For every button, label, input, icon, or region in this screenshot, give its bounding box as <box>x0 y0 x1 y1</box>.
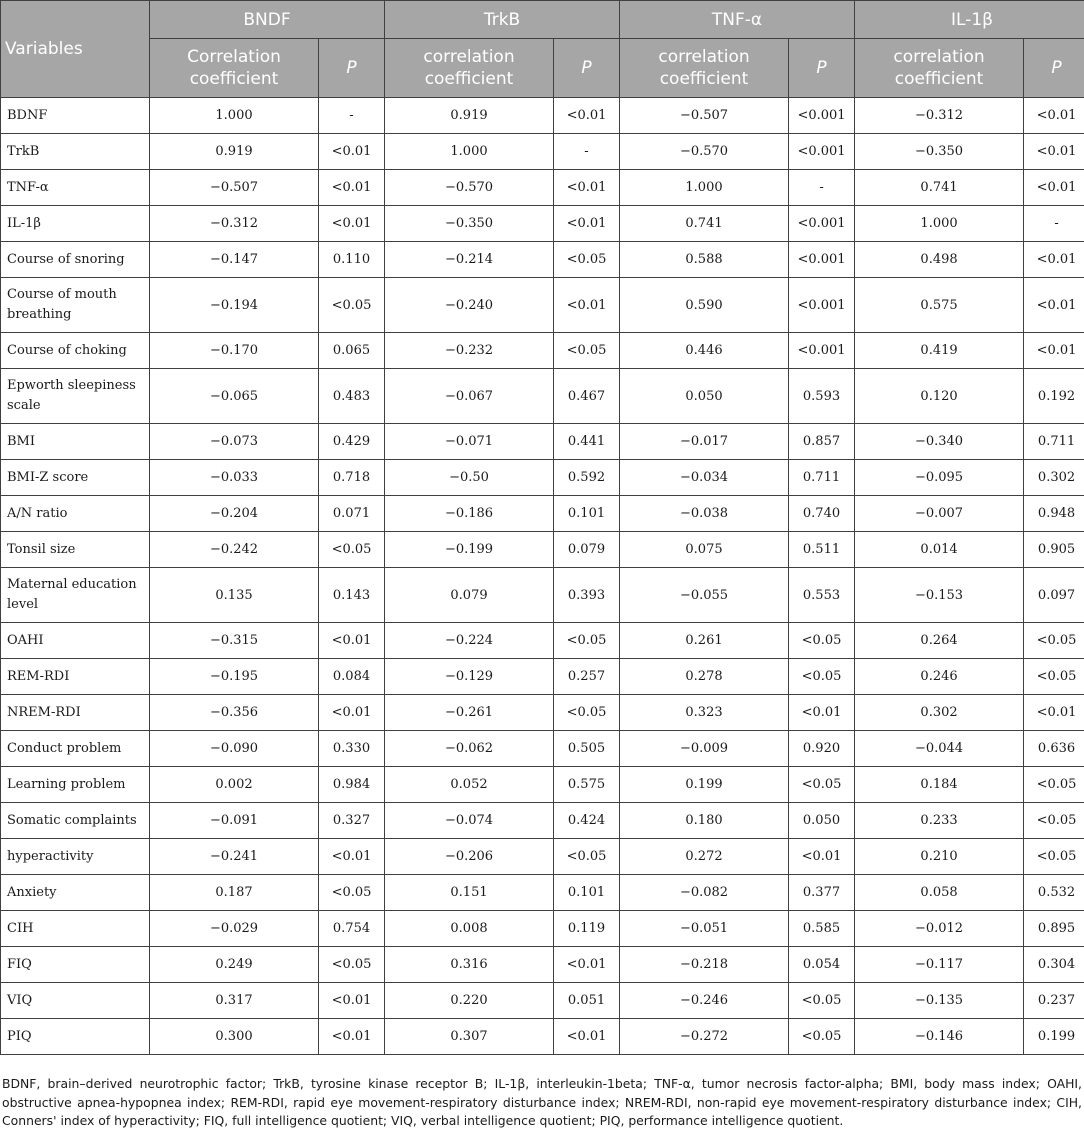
row-label: TrkB <box>1 134 150 170</box>
coefficient-cell: 0.135 <box>150 568 319 623</box>
p-value-cell: <0.01 <box>319 206 385 242</box>
row-label: TNF-α <box>1 170 150 206</box>
p-value-cell: 0.511 <box>789 532 855 568</box>
p-value-cell: 0.575 <box>554 767 620 803</box>
coefficient-cell: −0.074 <box>385 803 554 839</box>
coefficient-cell: 0.575 <box>855 278 1024 333</box>
coefficient-cell: −0.082 <box>620 875 789 911</box>
coefficient-cell: 0.008 <box>385 911 554 947</box>
p-value-cell: 0.393 <box>554 568 620 623</box>
coefficient-cell: −0.232 <box>385 333 554 369</box>
coefficient-cell: 1.000 <box>855 206 1024 242</box>
p-value-cell: <0.01 <box>1024 695 1084 731</box>
coefficient-cell: −0.065 <box>150 369 319 424</box>
p-value-cell: <0.01 <box>554 1019 620 1055</box>
p-value-cell: <0.001 <box>789 333 855 369</box>
p-value-cell: 0.143 <box>319 568 385 623</box>
p-value-cell: <0.001 <box>789 206 855 242</box>
row-label: hyperactivity <box>1 839 150 875</box>
coefficient-cell: 0.246 <box>855 659 1024 695</box>
coefficient-cell: −0.033 <box>150 460 319 496</box>
table-row <box>1 170 1084 206</box>
p-value-cell: 0.754 <box>319 911 385 947</box>
table-row <box>1 333 1084 369</box>
coefficient-cell: 0.220 <box>385 983 554 1019</box>
p-value-cell: <0.05 <box>1024 839 1084 875</box>
p-value-cell: 0.304 <box>1024 947 1084 983</box>
row-label: VIQ <box>1 983 150 1019</box>
p-value-cell: 0.592 <box>554 460 620 496</box>
coefficient-cell: −0.272 <box>620 1019 789 1055</box>
p-value-cell: 0.101 <box>554 496 620 532</box>
coefficient-cell: −0.261 <box>385 695 554 731</box>
coefficient-cell: −0.350 <box>855 134 1024 170</box>
table-row <box>1 496 1084 532</box>
coefficient-cell: −0.090 <box>150 731 319 767</box>
table-row <box>1 242 1084 278</box>
p-value-cell: <0.01 <box>1024 134 1084 170</box>
p-value-cell: - <box>554 134 620 170</box>
coefficient-cell: 0.075 <box>620 532 789 568</box>
coefficient-cell: 0.307 <box>385 1019 554 1055</box>
coefficient-cell: −0.073 <box>150 424 319 460</box>
coefficient-cell: 0.588 <box>620 242 789 278</box>
p-value-cell: <0.05 <box>1024 623 1084 659</box>
p-value-cell: <0.05 <box>789 623 855 659</box>
table-row <box>1 623 1084 659</box>
table-row <box>1 767 1084 803</box>
row-label: REM-RDI <box>1 659 150 695</box>
p-value-cell: 0.119 <box>554 911 620 947</box>
coefficient-cell: −0.218 <box>620 947 789 983</box>
table-row <box>1 731 1084 767</box>
coefficient-cell: 0.210 <box>855 839 1024 875</box>
coefficient-cell: −0.195 <box>150 659 319 695</box>
p-value-cell: - <box>789 170 855 206</box>
coefficient-cell: −0.051 <box>620 911 789 947</box>
p-value-cell: <0.01 <box>789 839 855 875</box>
p-value-cell: <0.01 <box>789 695 855 731</box>
p-value-cell: <0.01 <box>319 983 385 1019</box>
coefficient-cell: −0.067 <box>385 369 554 424</box>
row-label: IL-1β <box>1 206 150 242</box>
coefficient-cell: −0.507 <box>150 170 319 206</box>
coefficient-cell: −0.356 <box>150 695 319 731</box>
coefficient-cell: 1.000 <box>620 170 789 206</box>
coefficient-cell: −0.007 <box>855 496 1024 532</box>
coefficient-cell: −0.242 <box>150 532 319 568</box>
coefficient-cell: −0.170 <box>150 333 319 369</box>
p-value-cell: <0.001 <box>789 278 855 333</box>
coefficient-cell: −0.062 <box>385 731 554 767</box>
coef-header: Correlation coefficient <box>150 39 319 98</box>
p-value-cell: 0.585 <box>789 911 855 947</box>
row-label: Course of mouth breathing <box>1 278 150 333</box>
coefficient-cell: 0.919 <box>385 98 554 134</box>
p-value-cell: <0.05 <box>1024 659 1084 695</box>
p-value-cell: 0.441 <box>554 424 620 460</box>
p-value-cell: 0.636 <box>1024 731 1084 767</box>
coefficient-cell: 0.272 <box>620 839 789 875</box>
p-value-cell: 0.079 <box>554 532 620 568</box>
coefficient-cell: −0.095 <box>855 460 1024 496</box>
coefficient-cell: 0.249 <box>150 947 319 983</box>
coefficient-cell: −0.194 <box>150 278 319 333</box>
coefficient-cell: −0.315 <box>150 623 319 659</box>
p-value-cell: 0.071 <box>319 496 385 532</box>
p-value-cell: 0.110 <box>319 242 385 278</box>
row-label: Learning problem <box>1 767 150 803</box>
p-value-cell: 0.097 <box>1024 568 1084 623</box>
coefficient-cell: 0.002 <box>150 767 319 803</box>
row-label: BMI-Z score <box>1 460 150 496</box>
coefficient-cell: 0.014 <box>855 532 1024 568</box>
coefficient-cell: 0.446 <box>620 333 789 369</box>
p-value-cell: <0.05 <box>789 983 855 1019</box>
row-label: BDNF <box>1 98 150 134</box>
p-value-cell: 0.718 <box>319 460 385 496</box>
p-value-cell: <0.01 <box>319 1019 385 1055</box>
row-label: BMI <box>1 424 150 460</box>
coefficient-cell: 0.323 <box>620 695 789 731</box>
coefficient-cell: −0.044 <box>855 731 1024 767</box>
group-header-tnf: TNF-α <box>620 1 855 39</box>
table-row <box>1 803 1084 839</box>
table-footnote: BDNF, brain–derived neurotrophic factor; TrkB, tyrosine kinase receptor B; IL-1β, interleukin-1beta; TNF-α, tumor necrosis factor-alpha; BMI, body mass index; OAHI, obstructive apnea-hypopnea index; REM-RDI, rapid eye movement-respiratory disturbance index; NREM-RDI, non-rapid eye movement-respiratory disturbance index; CIH, Conners' index of hyperactivity; FIQ, full intelligence quotient; VIQ, verbal intelligence quotient; PIQ, performance intelligence quotient. <box>2 1076 1082 1128</box>
p-value-cell: <0.01 <box>554 947 620 983</box>
coefficient-cell: 0.180 <box>620 803 789 839</box>
p-value-cell: <0.001 <box>789 134 855 170</box>
variables-header: Variables <box>1 1 150 98</box>
coefficient-cell: 0.184 <box>855 767 1024 803</box>
p-value-cell: 0.532 <box>1024 875 1084 911</box>
p-value-cell: <0.01 <box>319 170 385 206</box>
row-label: Somatic complaints <box>1 803 150 839</box>
row-label: Maternal education level <box>1 568 150 623</box>
table-row <box>1 695 1084 731</box>
coefficient-cell: −0.117 <box>855 947 1024 983</box>
p-value-cell: 0.483 <box>319 369 385 424</box>
p-value-cell: 0.424 <box>554 803 620 839</box>
coefficient-cell: −0.340 <box>855 424 1024 460</box>
table-row <box>1 911 1084 947</box>
p-value-cell: 0.330 <box>319 731 385 767</box>
coefficient-cell: 1.000 <box>150 98 319 134</box>
table-row <box>1 875 1084 911</box>
coef-header: correlation coefficient <box>855 39 1024 98</box>
p-value-cell: 0.084 <box>319 659 385 695</box>
coefficient-cell: 0.919 <box>150 134 319 170</box>
coefficient-cell: 0.079 <box>385 568 554 623</box>
p-value-cell: 0.920 <box>789 731 855 767</box>
p-value-cell: 0.050 <box>789 803 855 839</box>
coefficient-cell: −0.206 <box>385 839 554 875</box>
coefficient-cell: −0.186 <box>385 496 554 532</box>
coefficient-cell: 0.058 <box>855 875 1024 911</box>
coefficient-cell: 0.052 <box>385 767 554 803</box>
p-value-cell: 0.101 <box>554 875 620 911</box>
row-label: FIQ <box>1 947 150 983</box>
p-value-cell: 0.948 <box>1024 496 1084 532</box>
coefficient-cell: 0.261 <box>620 623 789 659</box>
p-value-cell: 0.711 <box>789 460 855 496</box>
coefficient-cell: −0.071 <box>385 424 554 460</box>
p-value-cell: <0.01 <box>319 134 385 170</box>
coefficient-cell: −0.129 <box>385 659 554 695</box>
table-header <box>1 1 1084 98</box>
coefficient-cell: 0.300 <box>150 1019 319 1055</box>
table-row <box>1 278 1084 333</box>
p-header: P <box>554 39 620 98</box>
table-body <box>1 98 1084 1055</box>
p-value-cell: 0.257 <box>554 659 620 695</box>
p-value-cell: <0.01 <box>1024 278 1084 333</box>
row-label: A/N ratio <box>1 496 150 532</box>
table-row <box>1 460 1084 496</box>
p-value-cell: 0.711 <box>1024 424 1084 460</box>
p-value-cell: <0.05 <box>1024 803 1084 839</box>
table-row <box>1 98 1084 134</box>
table-row <box>1 424 1084 460</box>
table-row <box>1 983 1084 1019</box>
p-value-cell: - <box>1024 206 1084 242</box>
row-label: OAHI <box>1 623 150 659</box>
coefficient-cell: −0.241 <box>150 839 319 875</box>
p-value-cell: <0.05 <box>554 695 620 731</box>
coefficient-cell: 0.498 <box>855 242 1024 278</box>
coef-header: correlation coefficient <box>620 39 789 98</box>
coefficient-cell: −0.199 <box>385 532 554 568</box>
row-label: Tonsil size <box>1 532 150 568</box>
p-value-cell: <0.05 <box>554 333 620 369</box>
p-value-cell: <0.05 <box>319 278 385 333</box>
p-value-cell: 0.984 <box>319 767 385 803</box>
coefficient-cell: −0.055 <box>620 568 789 623</box>
coefficient-cell: −0.570 <box>620 134 789 170</box>
p-value-cell: <0.01 <box>319 695 385 731</box>
p-value-cell: <0.01 <box>554 170 620 206</box>
table-row <box>1 947 1084 983</box>
p-value-cell: <0.05 <box>789 767 855 803</box>
p-value-cell: <0.01 <box>554 206 620 242</box>
table-row <box>1 659 1084 695</box>
row-label: Course of snoring <box>1 242 150 278</box>
p-value-cell: <0.01 <box>1024 170 1084 206</box>
coefficient-cell: −0.240 <box>385 278 554 333</box>
row-label: NREM-RDI <box>1 695 150 731</box>
row-label: Course of choking <box>1 333 150 369</box>
table-row <box>1 1019 1084 1055</box>
coefficient-cell: 1.000 <box>385 134 554 170</box>
coefficient-cell: −0.146 <box>855 1019 1024 1055</box>
table-row <box>1 568 1084 623</box>
p-header: P <box>1024 39 1084 98</box>
p-value-cell: <0.01 <box>319 839 385 875</box>
coefficient-cell: −0.204 <box>150 496 319 532</box>
p-value-cell: 0.505 <box>554 731 620 767</box>
p-value-cell: 0.192 <box>1024 369 1084 424</box>
coefficient-cell: −0.350 <box>385 206 554 242</box>
p-value-cell: 0.302 <box>1024 460 1084 496</box>
p-value-cell: <0.05 <box>319 875 385 911</box>
coefficient-cell: −0.029 <box>150 911 319 947</box>
coefficient-cell: −0.147 <box>150 242 319 278</box>
p-value-cell: <0.01 <box>319 623 385 659</box>
p-value-cell: 0.895 <box>1024 911 1084 947</box>
p-value-cell: 0.054 <box>789 947 855 983</box>
coefficient-cell: −0.038 <box>620 496 789 532</box>
coefficient-cell: −0.034 <box>620 460 789 496</box>
coefficient-cell: −0.50 <box>385 460 554 496</box>
p-value-cell: <0.05 <box>554 242 620 278</box>
p-value-cell: <0.01 <box>1024 242 1084 278</box>
p-value-cell: <0.05 <box>554 623 620 659</box>
coefficient-cell: −0.570 <box>385 170 554 206</box>
row-label: PIQ <box>1 1019 150 1055</box>
p-header: P <box>319 39 385 98</box>
coefficient-cell: 0.741 <box>620 206 789 242</box>
coefficient-cell: 0.187 <box>150 875 319 911</box>
p-value-cell: 0.553 <box>789 568 855 623</box>
coefficient-cell: 0.316 <box>385 947 554 983</box>
coefficient-cell: 0.278 <box>620 659 789 695</box>
coefficient-cell: −0.153 <box>855 568 1024 623</box>
coefficient-cell: 0.199 <box>620 767 789 803</box>
coefficient-cell: −0.135 <box>855 983 1024 1019</box>
coefficient-cell: 0.050 <box>620 369 789 424</box>
coefficient-cell: 0.264 <box>855 623 1024 659</box>
p-value-cell: 0.051 <box>554 983 620 1019</box>
table-row <box>1 134 1084 170</box>
p-value-cell: - <box>319 98 385 134</box>
coefficient-cell: 0.419 <box>855 333 1024 369</box>
p-value-cell: <0.01 <box>1024 98 1084 134</box>
p-value-cell: 0.237 <box>1024 983 1084 1019</box>
coefficient-cell: 0.120 <box>855 369 1024 424</box>
p-value-cell: 0.905 <box>1024 532 1084 568</box>
p-value-cell: 0.857 <box>789 424 855 460</box>
table-row <box>1 369 1084 424</box>
coefficient-cell: −0.246 <box>620 983 789 1019</box>
group-header-bndf: BNDF <box>150 1 385 39</box>
coefficient-cell: 0.741 <box>855 170 1024 206</box>
p-value-cell: 0.467 <box>554 369 620 424</box>
p-value-cell: <0.01 <box>1024 333 1084 369</box>
p-value-cell: 0.377 <box>789 875 855 911</box>
coefficient-cell: 0.317 <box>150 983 319 1019</box>
coefficient-cell: −0.312 <box>855 98 1024 134</box>
p-value-cell: <0.05 <box>554 839 620 875</box>
row-label: Conduct problem <box>1 731 150 767</box>
table-row <box>1 206 1084 242</box>
p-value-cell: <0.001 <box>789 242 855 278</box>
coefficient-cell: −0.224 <box>385 623 554 659</box>
p-value-cell: 0.593 <box>789 369 855 424</box>
p-value-cell: 0.199 <box>1024 1019 1084 1055</box>
p-value-cell: 0.429 <box>319 424 385 460</box>
row-label: Anxiety <box>1 875 150 911</box>
coefficient-cell: 0.302 <box>855 695 1024 731</box>
coefficient-cell: 0.151 <box>385 875 554 911</box>
coefficient-cell: −0.017 <box>620 424 789 460</box>
table-row <box>1 839 1084 875</box>
table-row <box>1 532 1084 568</box>
coef-header: correlation coefficient <box>385 39 554 98</box>
p-value-cell: 0.327 <box>319 803 385 839</box>
p-value-cell: <0.05 <box>789 1019 855 1055</box>
p-value-cell: 0.740 <box>789 496 855 532</box>
coefficient-cell: 0.590 <box>620 278 789 333</box>
p-header: P <box>789 39 855 98</box>
coefficient-cell: −0.312 <box>150 206 319 242</box>
p-value-cell: 0.065 <box>319 333 385 369</box>
row-label: CIH <box>1 911 150 947</box>
coefficient-cell: −0.012 <box>855 911 1024 947</box>
coefficient-cell: 0.233 <box>855 803 1024 839</box>
p-value-cell: <0.01 <box>554 98 620 134</box>
p-value-cell: <0.05 <box>789 659 855 695</box>
p-value-cell: <0.05 <box>1024 767 1084 803</box>
coefficient-cell: −0.214 <box>385 242 554 278</box>
coefficient-cell: −0.507 <box>620 98 789 134</box>
p-value-cell: <0.001 <box>789 98 855 134</box>
group-header-trkb: TrkB <box>385 1 620 39</box>
p-value-cell: <0.01 <box>554 278 620 333</box>
coefficient-cell: −0.009 <box>620 731 789 767</box>
p-value-cell: <0.05 <box>319 947 385 983</box>
p-value-cell: <0.05 <box>319 532 385 568</box>
row-label: Epworth sleepiness scale <box>1 369 150 424</box>
coefficient-cell: −0.091 <box>150 803 319 839</box>
group-header-il1b: IL-1β <box>855 1 1084 39</box>
